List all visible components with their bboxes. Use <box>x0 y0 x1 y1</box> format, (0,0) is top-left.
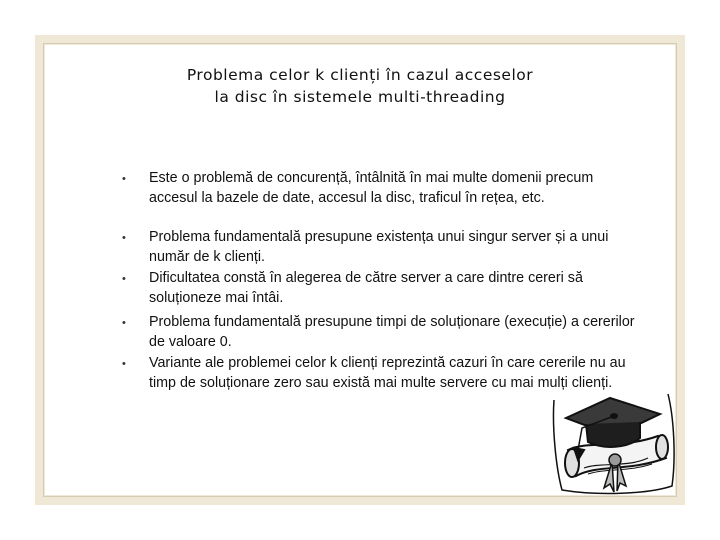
bullet-marker: • <box>122 273 126 285</box>
bullet-marker: • <box>122 173 126 185</box>
bullet-marker: • <box>122 358 126 370</box>
bullet-text: Problema fundamentală presupune existența unui singur server și a unui număr de k clienți. <box>149 229 609 265</box>
bullet-text: Problema fundamentală presupune timpi de soluționare (execuție) a cererilor de valoare 0. <box>149 314 635 350</box>
bullet-text: Variante ale problemei celor k clienți reprezintă cazuri în care cererile nu au timp de soluționare zero sau există mai multe servere cu mai mulți clienți. <box>149 355 626 391</box>
bullet-marker: • <box>122 232 126 244</box>
graduation-cap-diploma-icon <box>548 388 678 498</box>
slide-title <box>80 64 640 108</box>
slide-title-line-2: la disc în sistemele multi-threading <box>214 88 506 106</box>
slide-title-line-1: Problema celor k clienți în cazul acceselor <box>186 66 534 84</box>
bullet-text: Este o problemă de concurență, întâlnită în mai multe domenii precum accesul la bazele de date, accesul la disc, traficul în rețea, etc. <box>149 170 594 206</box>
bullet-text: Dificultatea constă în alegerea de către server a care dintre cereri să soluționeze mai întâi. <box>149 270 583 306</box>
bullet-marker: • <box>122 317 126 329</box>
